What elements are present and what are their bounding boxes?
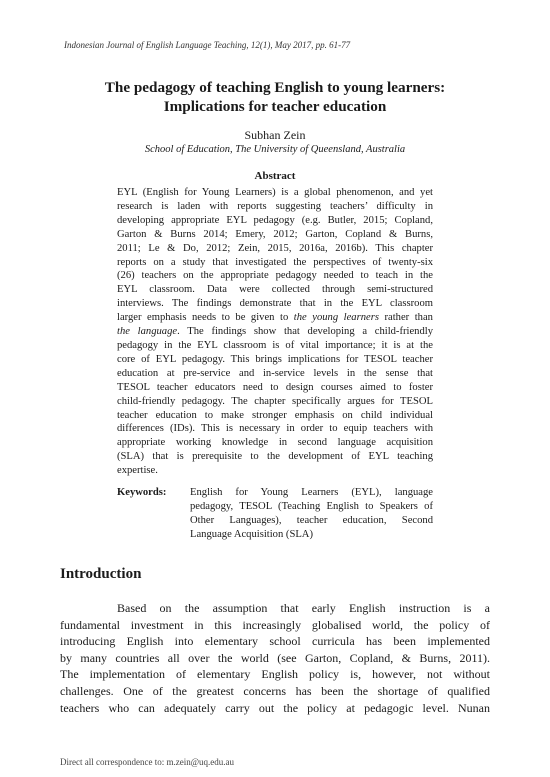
abstract-line: research is laden with reports suggesting teachers’ difficulty in <box>117 200 433 212</box>
body-line: introducing English into elementary school curricula has been implemented <box>60 634 490 649</box>
body-line: The implementation of elementary English policy is, however, not without <box>60 667 490 682</box>
abstract-text: rather than <box>378 312 433 324</box>
abstract-line: EYL classroom. Data were collected through semi-structured <box>117 284 433 296</box>
author-name: Subhan Zein <box>244 128 306 142</box>
keywords-list <box>190 486 433 542</box>
abstract-line: core of EYL pedagogy. This brings implications for TESOL teacher <box>117 353 433 365</box>
abstract-line-mixed <box>117 325 433 339</box>
correspondence-footer: Direct all correspondence to: m.zein@uq.edu.au <box>60 757 234 767</box>
article-title-line-2: Implications for teacher education <box>163 98 387 115</box>
abstract-line: appropriate working knowledge in second language acquisition <box>117 437 433 449</box>
abstract-line: reports on a study that investigated the perspectives of twenty-six <box>117 256 433 268</box>
abstract-line: (26) teachers on the appropriate pedagogy needed to teach in the <box>117 270 433 282</box>
abstract-emphasis: the young learners <box>293 312 379 324</box>
abstract-line: teacher education to make stronger emphasis on child individual <box>117 409 433 421</box>
body-line: fundamental investment in this increasingly globalised world, the policy of <box>60 617 490 632</box>
keywords-line: Language Acquisition (SLA) <box>190 528 313 540</box>
keywords-line: pedagogy, TESOL (Teaching English to Speakers of <box>190 500 433 512</box>
abstract-body <box>117 186 433 478</box>
body-line: Based on the assumption that early English instruction is a <box>117 601 490 615</box>
abstract-line-mixed <box>117 311 433 325</box>
abstract-line: expertise. <box>117 465 158 477</box>
abstract-line: EYL (English for Young Learners) is a global phenomenon, and yet <box>117 187 433 198</box>
keywords-line: English for Young Learners (EYL), language <box>190 487 433 498</box>
abstract-line: Garton & Burns 2014; Emery, 2012; Garton, Copland & Burns, <box>117 228 433 240</box>
abstract-heading: Abstract <box>254 170 296 182</box>
introduction-body <box>60 600 490 716</box>
abstract-text: . The findings show that developing a child-friendly <box>177 326 433 338</box>
body-line: by many countries all over the world (see Garton, Copland, & Burns, 2011). <box>60 650 490 665</box>
author-affiliation: School of Education, The University of Queensland, Australia <box>144 144 406 155</box>
journal-running-header: Indonesian Journal of English Language Teaching, 12(1), May 2017, pp. 61-77 <box>64 40 351 50</box>
keywords-line: Other Languages), teacher education, Second <box>190 514 433 526</box>
abstract-line: interviews. The findings demonstrate that in the EYL classroom <box>117 298 433 310</box>
abstract-line: TESOL teacher educators need to design courses aimed to foster <box>117 381 433 393</box>
body-line: challenges. One of the greatest concerns has been the shortage of qualified <box>60 683 490 698</box>
body-line: teachers who can adequately carry out the policy at pedagogic level. Nunan <box>60 700 490 715</box>
abstract-line: (SLA) that is prerequisite to the development of EYL teaching <box>117 451 433 463</box>
article-title-line-1: The pedagogy of teaching English to young learners: <box>104 79 446 96</box>
abstract-line: child-friendly pedagogy. The chapter specifically argues for TESOL <box>117 395 433 407</box>
abstract-line: pedagogy in the EYL classroom is of vital importance; it is at the <box>117 339 433 351</box>
abstract-line: developing appropriate EYL pedagogy (e.g. Butler, 2015; Copland, <box>117 214 433 226</box>
abstract-emphasis: the language <box>117 326 178 338</box>
abstract-text: larger emphasis needs to be given to <box>117 312 294 324</box>
abstract-line: 2011; Le & Do, 2012; Zein, 2015, 2016a, 2016b). This chapter <box>117 242 433 254</box>
article-title <box>60 78 490 116</box>
abstract-line: education at pre-service and in-service levels in the sense that <box>117 367 433 379</box>
abstract-line: differences (IDs). This is necessary in order to equip teachers with <box>117 423 433 435</box>
introduction-heading: Introduction <box>60 566 142 582</box>
keywords-label: Keywords: <box>117 487 167 498</box>
